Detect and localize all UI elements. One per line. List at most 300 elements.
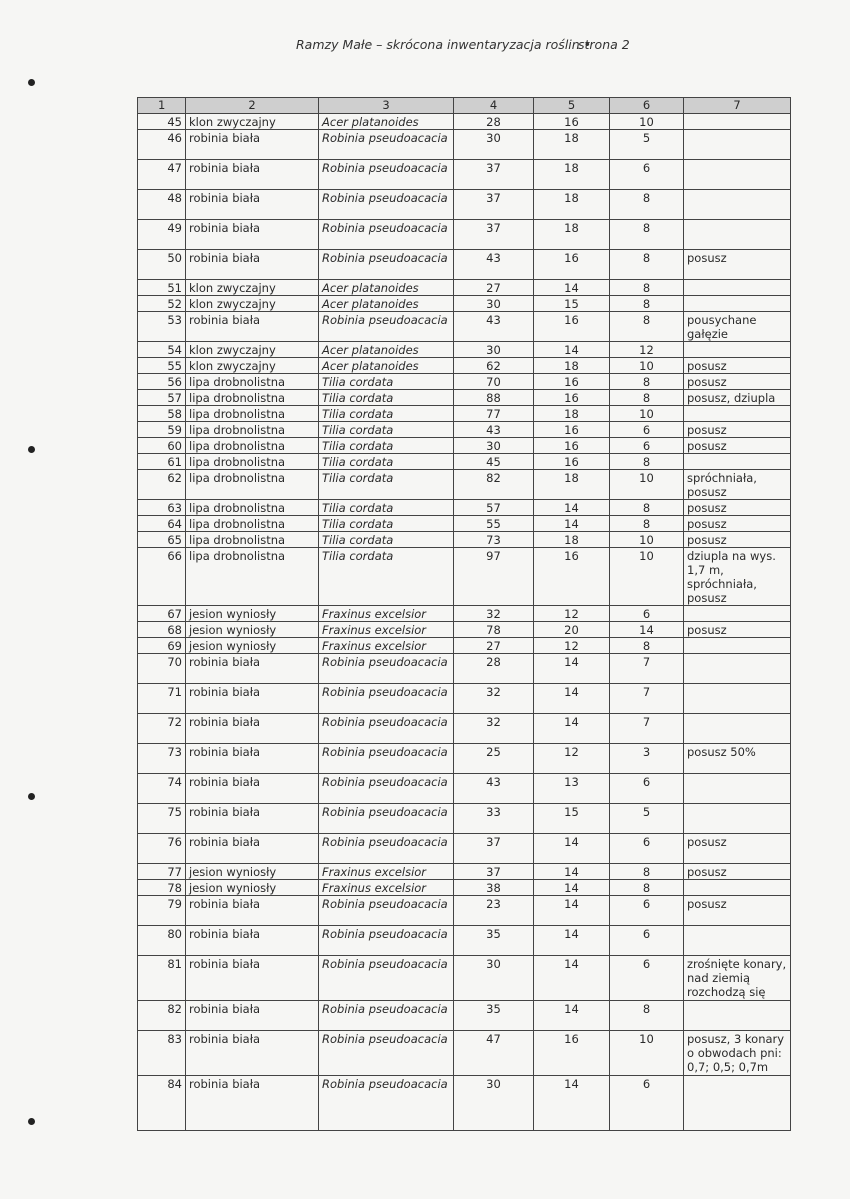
table-row: [138, 834, 791, 864]
cell-no: 50: [138, 250, 186, 280]
table-row: [138, 342, 791, 358]
cell-no: 64: [138, 516, 186, 532]
cell-no: 49: [138, 220, 186, 250]
cell-c4: 30: [454, 130, 534, 160]
cell-no: 58: [138, 406, 186, 422]
column-header: 2: [186, 98, 319, 114]
cell-latin: Robinia pseudoacacia: [319, 160, 454, 190]
table-row: [138, 684, 791, 714]
cell-c6: 10: [610, 532, 684, 548]
cell-c4: 88: [454, 390, 534, 406]
cell-notes: [684, 114, 791, 130]
table-row: [138, 280, 791, 296]
cell-notes: [684, 804, 791, 834]
cell-c5: 16: [534, 454, 610, 470]
cell-c5: 14: [534, 926, 610, 956]
table-body: [138, 114, 791, 1131]
table-row: [138, 896, 791, 926]
cell-notes: [684, 606, 791, 622]
cell-notes: posusz: [684, 374, 791, 390]
cell-c6: 6: [610, 160, 684, 190]
cell-c5: 12: [534, 638, 610, 654]
table-row: [138, 744, 791, 774]
cell-c4: 32: [454, 714, 534, 744]
cell-notes: posusz: [684, 834, 791, 864]
cell-notes: zrośnięte konary, nad ziemią rozchodzą się: [684, 956, 791, 1001]
cell-c4: 25: [454, 744, 534, 774]
column-header: 5: [534, 98, 610, 114]
cell-name: robinia biała: [186, 1001, 319, 1031]
cell-c5: 14: [534, 834, 610, 864]
cell-c4: 43: [454, 422, 534, 438]
cell-c5: 20: [534, 622, 610, 638]
cell-notes: [684, 926, 791, 956]
cell-c5: 16: [534, 250, 610, 280]
cell-no: 76: [138, 834, 186, 864]
cell-notes: [684, 638, 791, 654]
cell-notes: posusz: [684, 250, 791, 280]
cell-latin: Robinia pseudoacacia: [319, 956, 454, 1001]
cell-c6: 5: [610, 130, 684, 160]
cell-c4: 62: [454, 358, 534, 374]
cell-latin: Tilia cordata: [319, 470, 454, 500]
cell-c6: 8: [610, 190, 684, 220]
table-row: [138, 160, 791, 190]
cell-c5: 14: [534, 896, 610, 926]
cell-no: 63: [138, 500, 186, 516]
cell-name: robinia biała: [186, 896, 319, 926]
cell-notes: [684, 342, 791, 358]
cell-c5: 14: [534, 516, 610, 532]
cell-c5: 14: [534, 684, 610, 714]
punch-hole-mark: [28, 446, 35, 453]
cell-name: lipa drobnolistna: [186, 454, 319, 470]
cell-c4: 43: [454, 250, 534, 280]
cell-latin: Robinia pseudoacacia: [319, 1001, 454, 1031]
cell-c5: 14: [534, 500, 610, 516]
cell-notes: pousychane gałęzie: [684, 312, 791, 342]
cell-notes: dziupla na wys. 1,7 m, spróchniała, posusz: [684, 548, 791, 606]
cell-notes: [684, 296, 791, 312]
column-header: 4: [454, 98, 534, 114]
cell-c6: 8: [610, 516, 684, 532]
cell-notes: spróchniała, posusz: [684, 470, 791, 500]
cell-latin: Robinia pseudoacacia: [319, 220, 454, 250]
cell-no: 55: [138, 358, 186, 374]
cell-notes: [684, 454, 791, 470]
cell-c6: 6: [610, 1076, 684, 1131]
cell-c6: 5: [610, 804, 684, 834]
cell-c5: 15: [534, 296, 610, 312]
table-row: [138, 622, 791, 638]
cell-c5: 14: [534, 714, 610, 744]
table-row: [138, 654, 791, 684]
cell-notes: [684, 684, 791, 714]
cell-c4: 37: [454, 220, 534, 250]
table-row: [138, 422, 791, 438]
table-row: [138, 114, 791, 130]
cell-name: klon zwyczajny: [186, 280, 319, 296]
cell-c5: 18: [534, 190, 610, 220]
cell-latin: Tilia cordata: [319, 438, 454, 454]
cell-c5: 16: [534, 390, 610, 406]
cell-c5: 18: [534, 130, 610, 160]
cell-no: 84: [138, 1076, 186, 1131]
table-row: [138, 714, 791, 744]
cell-name: lipa drobnolistna: [186, 406, 319, 422]
cell-name: jesion wyniosły: [186, 864, 319, 880]
cell-name: robinia biała: [186, 190, 319, 220]
cell-no: 79: [138, 896, 186, 926]
cell-c5: 18: [534, 220, 610, 250]
cell-no: 71: [138, 684, 186, 714]
table-row: [138, 532, 791, 548]
cell-no: 48: [138, 190, 186, 220]
cell-name: robinia biała: [186, 834, 319, 864]
cell-c4: 35: [454, 926, 534, 956]
cell-no: 46: [138, 130, 186, 160]
cell-c5: 16: [534, 438, 610, 454]
cell-c6: 8: [610, 390, 684, 406]
cell-latin: Robinia pseudoacacia: [319, 744, 454, 774]
cell-c5: 18: [534, 470, 610, 500]
cell-name: robinia biała: [186, 744, 319, 774]
cell-c6: 14: [610, 622, 684, 638]
cell-c4: 23: [454, 896, 534, 926]
document-title: Ramzy Małe – skrócona inwentaryzacja roślin •: [296, 37, 592, 52]
cell-notes: [684, 1076, 791, 1131]
cell-c6: 12: [610, 342, 684, 358]
table-row: [138, 926, 791, 956]
table-row: [138, 864, 791, 880]
cell-c4: 30: [454, 1076, 534, 1131]
cell-latin: Acer platanoides: [319, 280, 454, 296]
cell-no: 47: [138, 160, 186, 190]
cell-latin: Robinia pseudoacacia: [319, 190, 454, 220]
cell-latin: Acer platanoides: [319, 296, 454, 312]
cell-c6: 6: [610, 896, 684, 926]
cell-c6: 6: [610, 956, 684, 1001]
cell-name: robinia biała: [186, 160, 319, 190]
cell-c4: 35: [454, 1001, 534, 1031]
table-row: [138, 956, 791, 1001]
cell-notes: [684, 280, 791, 296]
cell-latin: Robinia pseudoacacia: [319, 834, 454, 864]
table-row: [138, 358, 791, 374]
cell-no: 70: [138, 654, 186, 684]
cell-name: jesion wyniosły: [186, 622, 319, 638]
cell-c6: 8: [610, 296, 684, 312]
cell-no: 45: [138, 114, 186, 130]
cell-c4: 33: [454, 804, 534, 834]
cell-c6: 6: [610, 606, 684, 622]
cell-name: jesion wyniosły: [186, 638, 319, 654]
cell-c4: 73: [454, 532, 534, 548]
cell-latin: Fraxinus excelsior: [319, 622, 454, 638]
cell-name: robinia biała: [186, 956, 319, 1001]
cell-name: robinia biała: [186, 774, 319, 804]
cell-no: 59: [138, 422, 186, 438]
cell-notes: posusz: [684, 622, 791, 638]
cell-c5: 14: [534, 864, 610, 880]
cell-notes: posusz: [684, 864, 791, 880]
cell-notes: posusz: [684, 532, 791, 548]
table-row: [138, 774, 791, 804]
cell-name: lipa drobnolistna: [186, 516, 319, 532]
table-row: [138, 190, 791, 220]
cell-latin: Tilia cordata: [319, 548, 454, 606]
cell-c4: 82: [454, 470, 534, 500]
cell-notes: posusz, 3 konary o obwodach pni: 0,7; 0,5; 0,7m: [684, 1031, 791, 1076]
cell-c4: 57: [454, 500, 534, 516]
table-header-row: [138, 98, 791, 114]
cell-c6: 10: [610, 548, 684, 606]
cell-latin: Robinia pseudoacacia: [319, 312, 454, 342]
cell-c4: 30: [454, 342, 534, 358]
cell-latin: Fraxinus excelsior: [319, 880, 454, 896]
cell-notes: posusz, dziupla: [684, 390, 791, 406]
cell-notes: posusz: [684, 896, 791, 926]
cell-c4: 37: [454, 834, 534, 864]
cell-no: 74: [138, 774, 186, 804]
cell-no: 54: [138, 342, 186, 358]
cell-latin: Fraxinus excelsior: [319, 638, 454, 654]
cell-c4: 43: [454, 774, 534, 804]
cell-c6: 6: [610, 438, 684, 454]
cell-latin: Tilia cordata: [319, 374, 454, 390]
cell-no: 81: [138, 956, 186, 1001]
page-header: [0, 37, 850, 57]
cell-name: klon zwyczajny: [186, 296, 319, 312]
cell-c6: 8: [610, 454, 684, 470]
cell-c6: 10: [610, 470, 684, 500]
cell-c4: 43: [454, 312, 534, 342]
cell-latin: Robinia pseudoacacia: [319, 896, 454, 926]
cell-c6: 7: [610, 714, 684, 744]
table-row: [138, 470, 791, 500]
cell-c5: 16: [534, 114, 610, 130]
cell-no: 61: [138, 454, 186, 470]
cell-no: 77: [138, 864, 186, 880]
cell-notes: [684, 406, 791, 422]
cell-c4: 30: [454, 956, 534, 1001]
punch-hole-mark: [28, 79, 35, 86]
table-row: [138, 454, 791, 470]
cell-latin: Acer platanoides: [319, 358, 454, 374]
table-row: [138, 1031, 791, 1076]
table-row: [138, 638, 791, 654]
table-row: [138, 296, 791, 312]
table-row: [138, 406, 791, 422]
cell-no: 62: [138, 470, 186, 500]
cell-c5: 18: [534, 160, 610, 190]
cell-c6: 6: [610, 926, 684, 956]
cell-notes: [684, 774, 791, 804]
cell-notes: [684, 654, 791, 684]
cell-c6: 7: [610, 684, 684, 714]
cell-latin: Acer platanoides: [319, 114, 454, 130]
cell-c6: 8: [610, 220, 684, 250]
cell-name: robinia biała: [186, 926, 319, 956]
cell-name: robinia biała: [186, 130, 319, 160]
cell-notes: [684, 714, 791, 744]
cell-latin: Robinia pseudoacacia: [319, 654, 454, 684]
cell-c6: 8: [610, 500, 684, 516]
cell-name: robinia biała: [186, 654, 319, 684]
cell-latin: Acer platanoides: [319, 342, 454, 358]
cell-name: lipa drobnolistna: [186, 422, 319, 438]
cell-notes: [684, 190, 791, 220]
cell-c5: 14: [534, 956, 610, 1001]
cell-c4: 27: [454, 280, 534, 296]
cell-notes: posusz 50%: [684, 744, 791, 774]
cell-c6: 6: [610, 422, 684, 438]
table-row: [138, 516, 791, 532]
cell-c6: 10: [610, 114, 684, 130]
cell-c4: 37: [454, 864, 534, 880]
punch-hole-mark: [28, 1118, 35, 1125]
table-row: [138, 880, 791, 896]
cell-name: robinia biała: [186, 220, 319, 250]
cell-c4: 37: [454, 160, 534, 190]
cell-c6: 3: [610, 744, 684, 774]
cell-no: 75: [138, 804, 186, 834]
inventory-table: [137, 97, 791, 1131]
table-row: [138, 438, 791, 454]
cell-name: lipa drobnolistna: [186, 470, 319, 500]
cell-name: robinia biała: [186, 312, 319, 342]
table-row: [138, 804, 791, 834]
cell-c5: 14: [534, 280, 610, 296]
cell-c6: 8: [610, 880, 684, 896]
cell-c4: 30: [454, 438, 534, 454]
cell-c6: 10: [610, 358, 684, 374]
cell-latin: Fraxinus excelsior: [319, 864, 454, 880]
cell-c6: 8: [610, 312, 684, 342]
cell-name: lipa drobnolistna: [186, 438, 319, 454]
table-row: [138, 1076, 791, 1131]
cell-c4: 28: [454, 114, 534, 130]
cell-notes: [684, 1001, 791, 1031]
cell-name: robinia biała: [186, 250, 319, 280]
cell-no: 69: [138, 638, 186, 654]
table-row: [138, 1001, 791, 1031]
column-header: 1: [138, 98, 186, 114]
cell-c6: 6: [610, 774, 684, 804]
cell-latin: Robinia pseudoacacia: [319, 250, 454, 280]
cell-no: 65: [138, 532, 186, 548]
cell-c5: 14: [534, 1076, 610, 1131]
cell-no: 83: [138, 1031, 186, 1076]
cell-name: klon zwyczajny: [186, 114, 319, 130]
cell-c4: 37: [454, 190, 534, 220]
cell-no: 82: [138, 1001, 186, 1031]
cell-name: lipa drobnolistna: [186, 548, 319, 606]
cell-c6: 10: [610, 1031, 684, 1076]
cell-c6: 8: [610, 638, 684, 654]
cell-name: robinia biała: [186, 684, 319, 714]
table-row: [138, 548, 791, 606]
cell-c5: 16: [534, 1031, 610, 1076]
cell-notes: posusz: [684, 516, 791, 532]
cell-no: 52: [138, 296, 186, 312]
cell-c5: 14: [534, 1001, 610, 1031]
cell-latin: Robinia pseudoacacia: [319, 926, 454, 956]
table-row: [138, 220, 791, 250]
cell-latin: Robinia pseudoacacia: [319, 1076, 454, 1131]
column-header: 3: [319, 98, 454, 114]
cell-latin: Tilia cordata: [319, 516, 454, 532]
cell-latin: Tilia cordata: [319, 422, 454, 438]
cell-c4: 32: [454, 606, 534, 622]
cell-no: 53: [138, 312, 186, 342]
cell-notes: posusz: [684, 358, 791, 374]
table-row: [138, 500, 791, 516]
cell-c4: 45: [454, 454, 534, 470]
cell-no: 60: [138, 438, 186, 454]
cell-name: lipa drobnolistna: [186, 500, 319, 516]
cell-c4: 47: [454, 1031, 534, 1076]
cell-no: 56: [138, 374, 186, 390]
cell-name: lipa drobnolistna: [186, 532, 319, 548]
cell-latin: Fraxinus excelsior: [319, 606, 454, 622]
cell-notes: [684, 220, 791, 250]
cell-c5: 16: [534, 422, 610, 438]
cell-c6: 7: [610, 654, 684, 684]
cell-c5: 14: [534, 654, 610, 684]
cell-c6: 8: [610, 374, 684, 390]
cell-c6: 6: [610, 834, 684, 864]
cell-latin: Tilia cordata: [319, 390, 454, 406]
table-row: [138, 374, 791, 390]
cell-no: 73: [138, 744, 186, 774]
cell-c4: 27: [454, 638, 534, 654]
cell-c5: 14: [534, 880, 610, 896]
cell-latin: Tilia cordata: [319, 454, 454, 470]
cell-c4: 55: [454, 516, 534, 532]
cell-no: 51: [138, 280, 186, 296]
cell-name: lipa drobnolistna: [186, 374, 319, 390]
cell-notes: [684, 880, 791, 896]
cell-notes: [684, 160, 791, 190]
cell-c4: 70: [454, 374, 534, 390]
cell-no: 80: [138, 926, 186, 956]
cell-latin: Tilia cordata: [319, 532, 454, 548]
cell-latin: Robinia pseudoacacia: [319, 714, 454, 744]
cell-name: klon zwyczajny: [186, 358, 319, 374]
cell-no: 57: [138, 390, 186, 406]
cell-c4: 77: [454, 406, 534, 422]
cell-c6: 8: [610, 864, 684, 880]
cell-latin: Tilia cordata: [319, 500, 454, 516]
table-row: [138, 312, 791, 342]
cell-c5: 18: [534, 532, 610, 548]
cell-c5: 12: [534, 606, 610, 622]
cell-c6: 8: [610, 1001, 684, 1031]
cell-no: 78: [138, 880, 186, 896]
table-row: [138, 250, 791, 280]
column-header: 7: [684, 98, 791, 114]
cell-notes: posusz: [684, 438, 791, 454]
cell-name: robinia biała: [186, 1031, 319, 1076]
cell-c4: 78: [454, 622, 534, 638]
cell-name: klon zwyczajny: [186, 342, 319, 358]
cell-no: 72: [138, 714, 186, 744]
cell-latin: Robinia pseudoacacia: [319, 804, 454, 834]
cell-name: robinia biała: [186, 714, 319, 744]
cell-c4: 30: [454, 296, 534, 312]
punch-hole-mark: [28, 793, 35, 800]
